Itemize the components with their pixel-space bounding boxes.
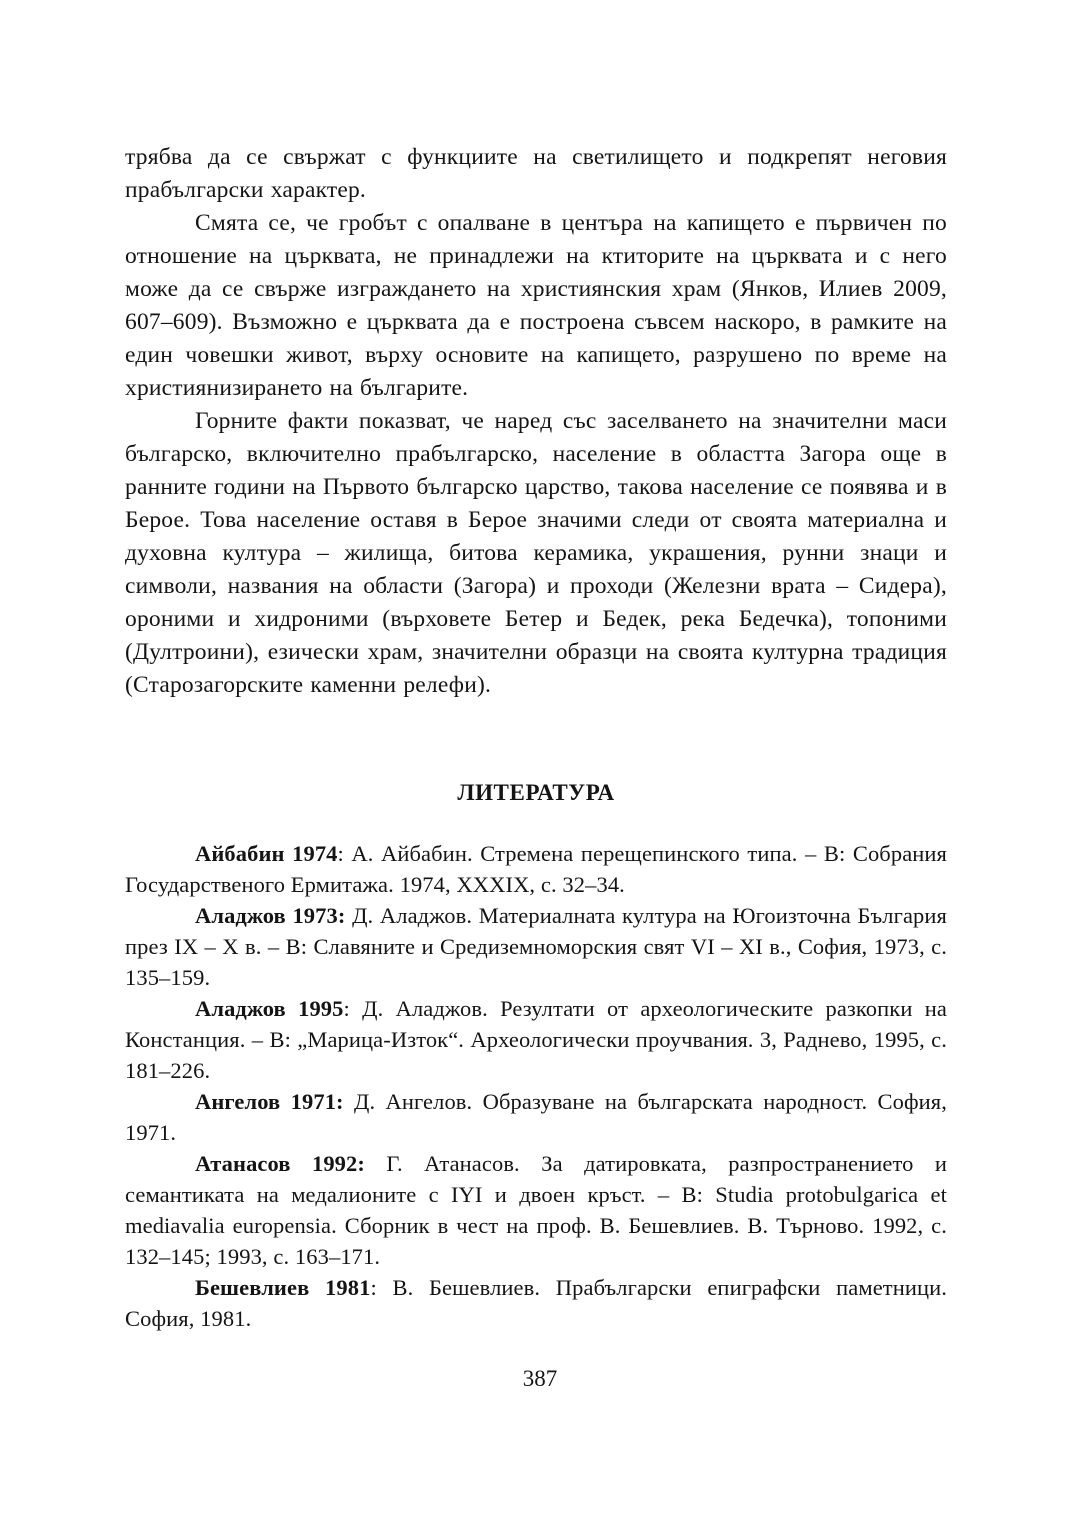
entry-label: Ангелов 1971: (195, 1089, 344, 1114)
entry-label: Атанасов 1992: (195, 1151, 365, 1176)
entry-text: : Д. Аладжов. Резултати от археологическите разкопки на Констанция. – В: „Марица-Изток“. Археологически проучвания. 3, Раднево, 1995, с. 181–226. (125, 996, 947, 1083)
bibliography-entry (125, 1272, 947, 1334)
entry-text: Д. Ангелов. Образуване на българската народност. София, 1971. (125, 1089, 947, 1145)
entry-label: Аладжов 1995 (195, 996, 344, 1021)
entry-text: Д. Аладжов. Материалната култура на Югоизточна България през IX – X в. – В: Славяните и Средиземноморския свят VI – XI в., София, 1973, с. 135–159. (125, 903, 947, 990)
bibliography-section (125, 838, 947, 1334)
bibliography-entry (125, 1086, 947, 1148)
entry-label: Аладжов 1973: (195, 903, 346, 928)
entry-text: : А. Айбабин. Стремена перещепинского типа. – В: Собрания Государственого Ермитажа. 1974, XXXIX, с. 32–34. (125, 841, 948, 897)
entry-text: Г. Атанасов. За датировката, разпространението и семантиката на медалионите с IYI и двоен кръст. – В: Studia protobulgarica et mediavalia europensia. Сборник в чест на проф. В. Бешевлиев. В. Търново. 1992, с. 132–145; 1993, с. 163–171. (125, 1151, 947, 1269)
entry-label: Айбабин 1974 (195, 841, 338, 866)
bibliography-entry (125, 838, 947, 900)
entry-text: : В. Бешевлиев. Прабългарски епиграфски паметници. София, 1981. (125, 1275, 947, 1331)
entry-label: Бешевлиев 1981 (195, 1275, 371, 1300)
bibliography-entry (125, 1148, 947, 1272)
bibliography-entry (125, 900, 947, 993)
body-paragraph: Горните факти показват, че наред със заселването на значителни маси българско, включително прабългарско, население в областта Загора още в ранните години на Първото българско царство, такова население се появява и в Берое. Това население оставя в Берое значими следи от своята материална и духовна култура – жилища, битова керамика, украшения, рунни знаци и символи, названия на области (Загора) и проходи (Железни врата – Сидера), ороними и хидроними (върховете Бетер и Бедек, река Бедечка), топоними (Дултроини), езически храм, значителни образци на своята културна традиция (Старозагорските каменни релефи). (125, 408, 947, 698)
bibliography-entry (125, 993, 947, 1086)
text-block (125, 141, 947, 1334)
page-number: 387 (522, 1366, 558, 1391)
body-paragraph: трябва да се свържат с функциите на светилището и подкрепят неговия прабългарски характер. (125, 144, 947, 203)
literature-heading: ЛИТЕРАТУРА (457, 780, 615, 805)
body-paragraph: Смята се, че гробът с опалване в центъра на капището е първичен по отношение на църквата, не принадлежи на ктиторите на църквата и с него може да се свърже изграждането на християнския храм (Янков, Илиев 2009, 607–609). Възможно е църквата да е построена съвсем наскоро, в рамките на един човешки живот, върху основите на капището, разрушено по време на християнизирането на българите. (125, 210, 947, 401)
